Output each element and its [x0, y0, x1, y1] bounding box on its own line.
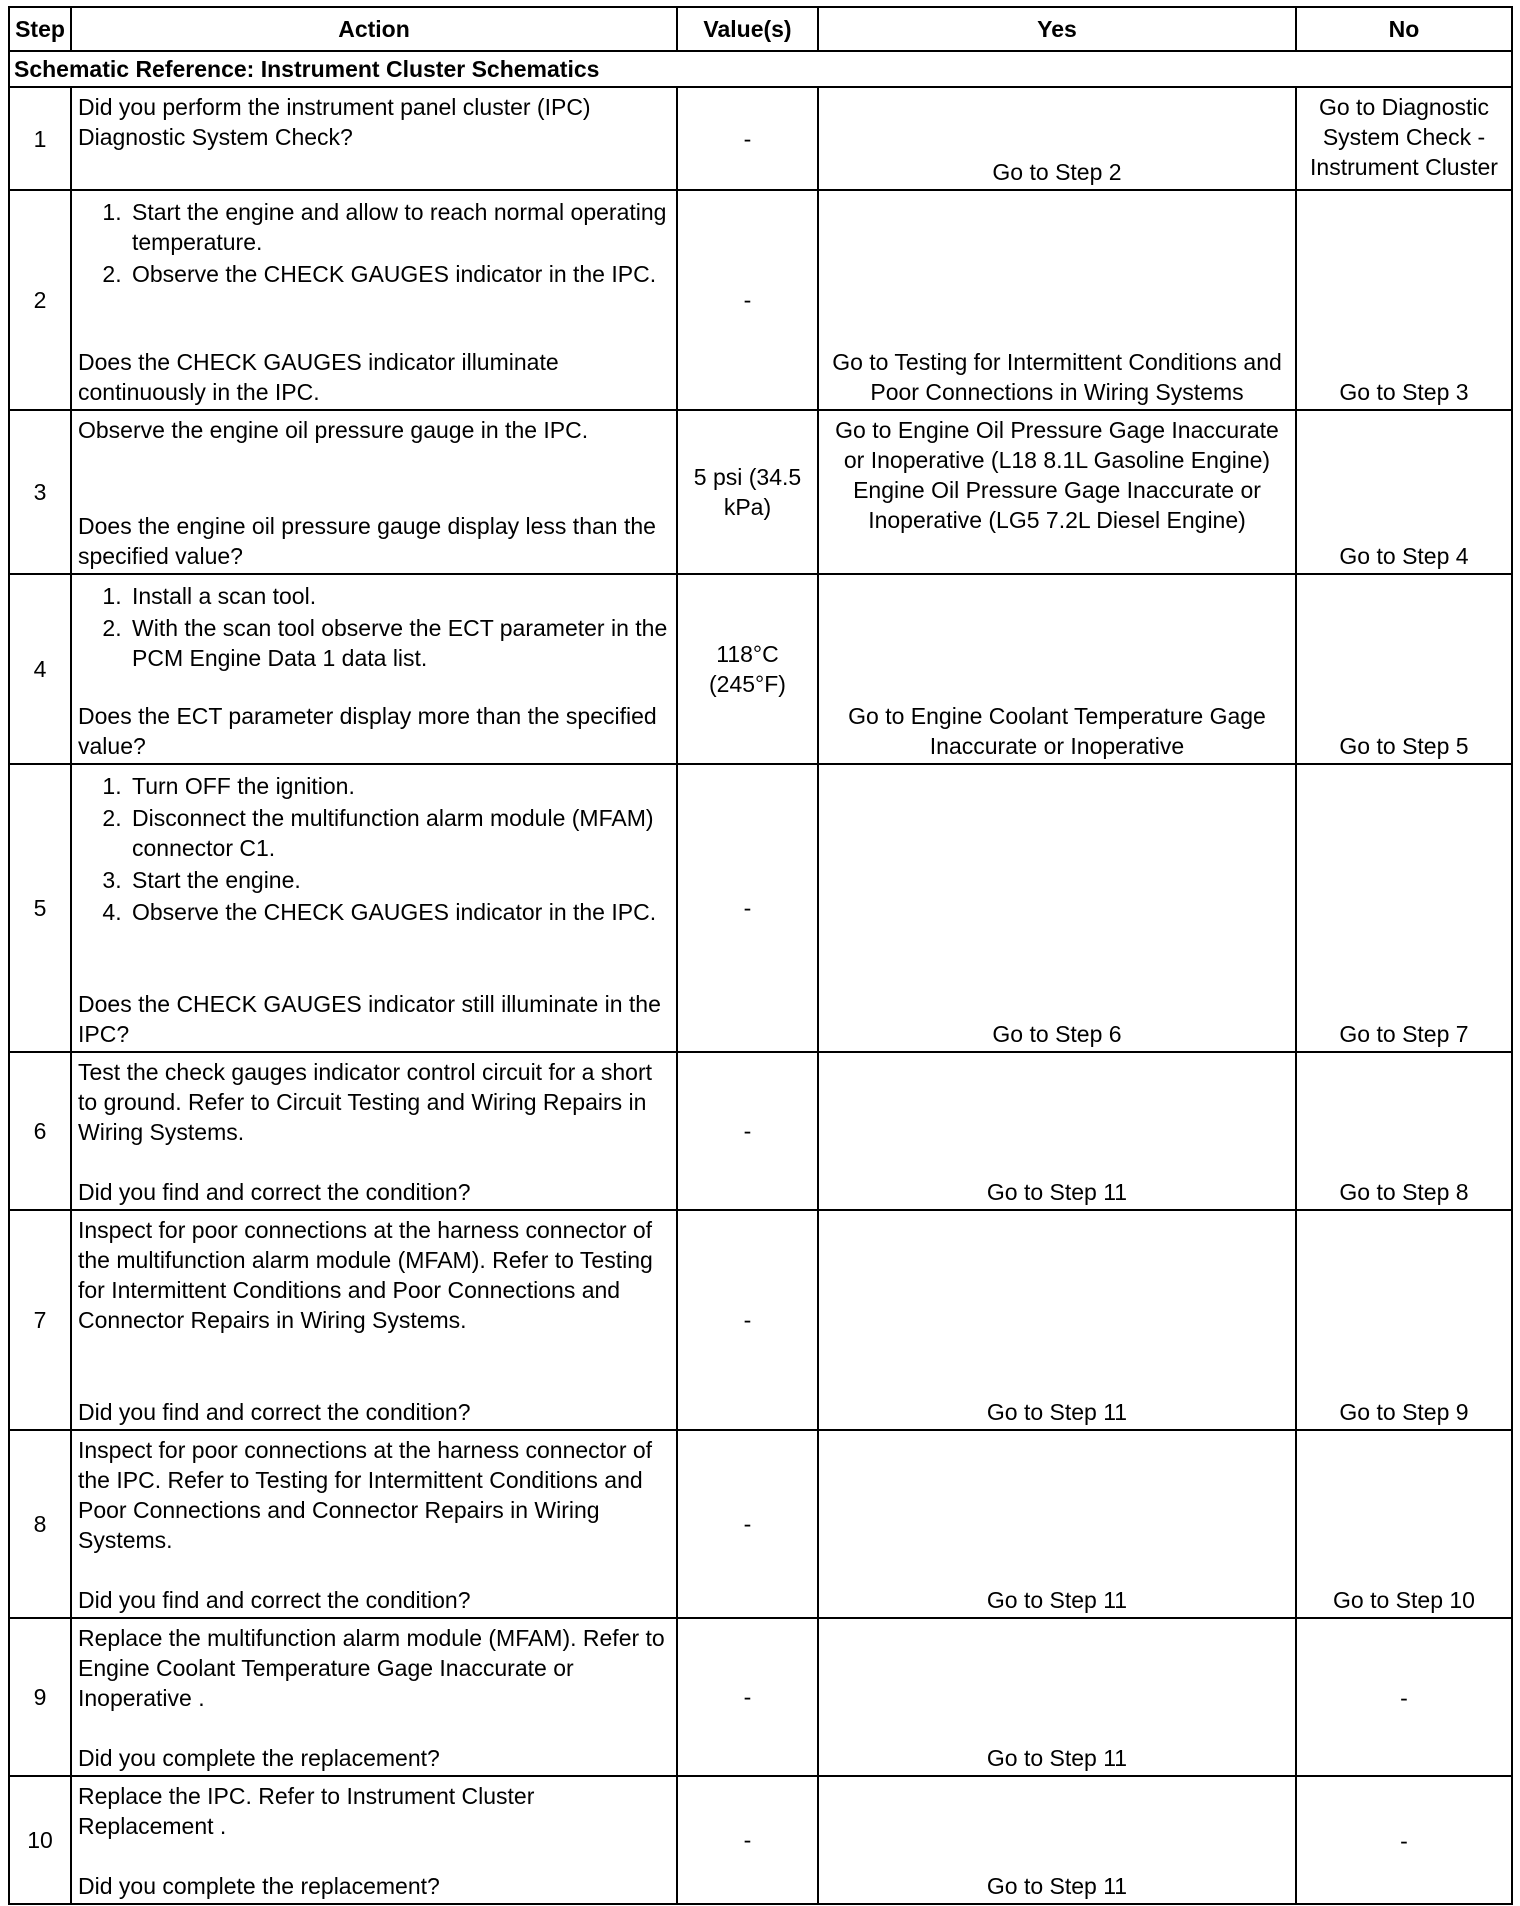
yes-result: Go to Testing for Intermittent Conditions and Poor Connections in Wiring Systems	[818, 190, 1296, 410]
action-instructions	[78, 1623, 671, 1713]
procedure-list	[78, 197, 671, 289]
no-result: Go to Step 7	[1296, 764, 1512, 1052]
schematic-reference: Schematic Reference: Instrument Cluster Schematics	[9, 51, 1512, 87]
step-number: 10	[9, 1776, 71, 1904]
table-row	[9, 1210, 1512, 1430]
action-instructions	[78, 769, 671, 929]
action-content	[78, 92, 671, 187]
action-question: Did you find and correct the condition?	[78, 1587, 471, 1613]
action-question: Did you complete the replacement?	[78, 1745, 440, 1771]
table-body	[9, 51, 1512, 1904]
step-number: 3	[9, 410, 71, 574]
action-cell	[71, 1776, 677, 1904]
procedure-step: 4. Observe the CHECK GAUGES indicator in the IPC.	[128, 897, 671, 927]
no-result: Go to Diagnostic System Check - Instrument Cluster	[1296, 87, 1512, 190]
procedure-step: 1. Install a scan tool.	[128, 581, 671, 611]
diagnostic-table-page	[8, 6, 1511, 1905]
table-row	[9, 574, 1512, 764]
yes-result: Go to Step 11	[818, 1052, 1296, 1210]
step-number: 1	[9, 87, 71, 190]
action-cell	[71, 190, 677, 410]
value-cell: -	[677, 190, 818, 410]
action-cell	[71, 410, 677, 574]
table-row	[9, 1618, 1512, 1776]
action-text: Inspect for poor connections at the harness connector of the multifunction alarm module (MFAM). Refer to Testing for Intermittent Conditions and Poor Connections and Connector Repairs in Wiring Systems.	[78, 1217, 653, 1333]
section-row	[9, 51, 1512, 87]
yes-result: Go to Step 11	[818, 1618, 1296, 1776]
action-cell	[71, 574, 677, 764]
value-cell: -	[677, 1210, 818, 1430]
action-content	[78, 1215, 671, 1427]
header-yes: Yes	[818, 7, 1296, 51]
action-text: Test the check gauges indicator control circuit for a short to ground. Refer to Circuit Testing and Wiring Repairs in Wiring Systems.	[78, 1059, 653, 1145]
step-number: 2	[9, 190, 71, 410]
diagnostic-table	[8, 6, 1513, 1905]
no-result: -	[1296, 1776, 1512, 1904]
table-row	[9, 410, 1512, 574]
yes-result: Go to Step 6	[818, 764, 1296, 1052]
action-text: Did you perform the instrument panel cluster (IPC) Diagnostic System Check?	[78, 94, 591, 150]
yes-result: Go to Engine Coolant Temperature Gage Inaccurate or Inoperative	[818, 574, 1296, 764]
action-question: Did you complete the replacement?	[78, 1873, 440, 1899]
table-row	[9, 190, 1512, 410]
yes-result: Go to Step 11	[818, 1210, 1296, 1430]
action-instructions	[78, 1781, 671, 1841]
step-number: 6	[9, 1052, 71, 1210]
action-cell	[71, 764, 677, 1052]
table-row	[9, 764, 1512, 1052]
action-content	[78, 579, 671, 761]
step-number: 9	[9, 1618, 71, 1776]
action-content	[78, 769, 671, 1049]
action-content	[78, 1435, 671, 1615]
action-question: Does the CHECK GAUGES indicator still illuminate in the IPC?	[78, 991, 661, 1047]
no-result: Go to Step 10	[1296, 1430, 1512, 1618]
procedure-step: 2. Disconnect the multifunction alarm module (MFAM) connector C1.	[128, 803, 671, 863]
no-result: Go to Step 9	[1296, 1210, 1512, 1430]
step-number: 7	[9, 1210, 71, 1430]
table-row	[9, 1776, 1512, 1904]
procedure-step: 1. Turn OFF the ignition.	[128, 771, 671, 801]
action-cell	[71, 1052, 677, 1210]
value-cell: 118°C (245°F)	[677, 574, 818, 764]
value-cell: -	[677, 1618, 818, 1776]
action-content	[78, 195, 671, 407]
action-instructions	[78, 1057, 671, 1147]
no-result: Go to Step 8	[1296, 1052, 1512, 1210]
yes-result: Go to Step 2	[818, 87, 1296, 190]
action-content	[78, 1057, 671, 1207]
action-instructions	[78, 1215, 671, 1335]
value-cell: -	[677, 87, 818, 190]
procedure-step: 3. Start the engine.	[128, 865, 671, 895]
action-instructions	[78, 579, 671, 675]
action-text: Replace the multifunction alarm module (MFAM). Refer to Engine Coolant Temperature Gage Inaccurate or Inoperative .	[78, 1625, 665, 1711]
action-text: Replace the IPC. Refer to Instrument Cluster Replacement .	[78, 1783, 535, 1839]
yes-result: Go to Step 11	[818, 1430, 1296, 1618]
no-result: -	[1296, 1618, 1512, 1776]
value-cell: -	[677, 1776, 818, 1904]
procedure-list	[78, 581, 671, 673]
action-cell	[71, 87, 677, 190]
table-row	[9, 87, 1512, 190]
procedure-step: 2. Observe the CHECK GAUGES indicator in the IPC.	[128, 259, 671, 289]
action-content	[78, 415, 671, 571]
header-values: Value(s)	[677, 7, 818, 51]
action-text: Inspect for poor connections at the harness connector of the IPC. Refer to Testing for Intermittent Conditions and Poor Connections and Connector Repairs in Wiring Systems.	[78, 1437, 653, 1553]
yes-result: Go to Step 11	[818, 1776, 1296, 1904]
procedure-list	[78, 771, 671, 927]
header-step: Step	[9, 7, 71, 51]
action-question: Does the engine oil pressure gauge display less than the specified value?	[78, 513, 656, 569]
action-content	[78, 1781, 671, 1901]
step-number: 8	[9, 1430, 71, 1618]
value-cell: 5 psi (34.5 kPa)	[677, 410, 818, 574]
action-question: Did you find and correct the condition?	[78, 1179, 471, 1205]
header-no: No	[1296, 7, 1512, 51]
header-action: Action	[71, 7, 677, 51]
value-cell: -	[677, 764, 818, 1052]
step-number: 5	[9, 764, 71, 1052]
no-result: Go to Step 3	[1296, 190, 1512, 410]
yes-result: Go to Engine Oil Pressure Gage Inaccurate or Inoperative (L18 8.1L Gasoline Engine) Engine Oil Pressure Gage Inaccurate or Inoperative (LG5 7.2L Diesel Engine)	[818, 410, 1296, 574]
action-instructions	[78, 195, 671, 291]
action-instructions	[78, 415, 671, 445]
procedure-step: 2. With the scan tool observe the ECT parameter in the PCM Engine Data 1 data list.	[128, 613, 671, 673]
action-cell	[71, 1210, 677, 1430]
action-text: Observe the engine oil pressure gauge in the IPC.	[78, 417, 589, 443]
action-content	[78, 1623, 671, 1773]
action-question: Does the ECT parameter display more than the specified value?	[78, 703, 657, 759]
procedure-step: 1. Start the engine and allow to reach normal operating temperature.	[128, 197, 671, 257]
action-question: Did you find and correct the condition?	[78, 1399, 471, 1425]
action-instructions	[78, 1435, 671, 1555]
header-row	[9, 7, 1512, 51]
no-result: Go to Step 4	[1296, 410, 1512, 574]
table-row	[9, 1430, 1512, 1618]
action-cell	[71, 1430, 677, 1618]
value-cell: -	[677, 1052, 818, 1210]
no-result: Go to Step 5	[1296, 574, 1512, 764]
step-number: 4	[9, 574, 71, 764]
action-instructions	[78, 92, 671, 152]
action-question: Does the CHECK GAUGES indicator illuminate continuously in the IPC.	[78, 349, 559, 405]
action-cell	[71, 1618, 677, 1776]
value-cell: -	[677, 1430, 818, 1618]
table-row	[9, 1052, 1512, 1210]
